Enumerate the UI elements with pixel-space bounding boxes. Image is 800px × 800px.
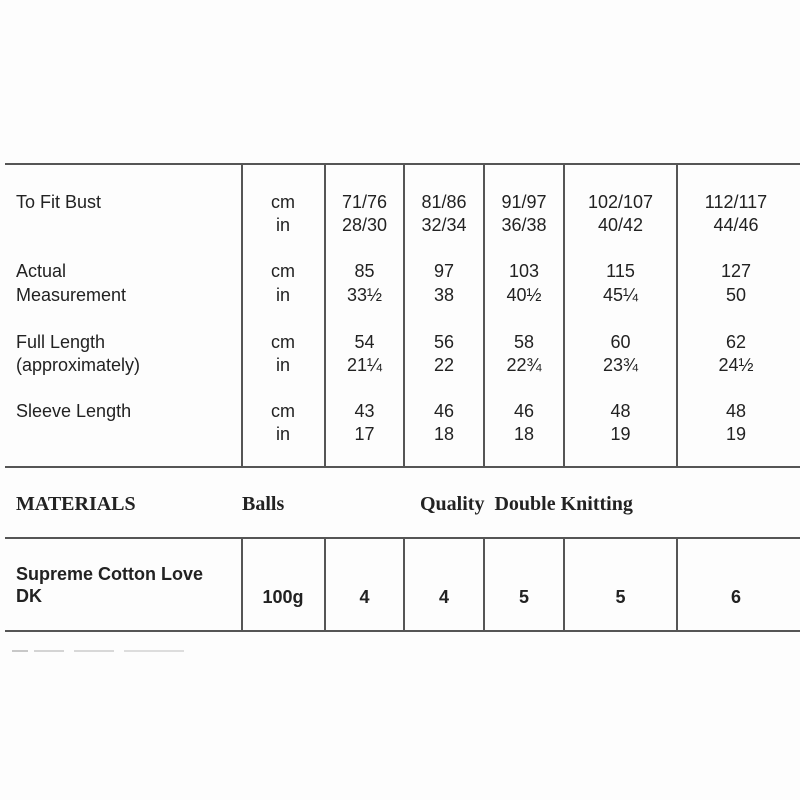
row-label: Measurement [16,285,127,305]
size-in: 36/38 [501,215,547,235]
ball-count: 5 [518,587,529,607]
ball-count: 4 [438,587,449,607]
cropped-text-strokes [12,646,202,654]
balls-heading: Balls [242,493,285,515]
value-cm: 60 [610,332,631,352]
row-label: Full Length [16,332,106,352]
value-in: 21¼ [346,355,383,375]
value-cm: 103 [508,261,540,281]
ball-weight: 100g [262,587,304,607]
size-cm: 71/76 [341,192,388,212]
quality-heading: Quality Double Knitting [420,493,633,515]
unit-in: in [275,215,290,235]
value-cm: 46 [433,401,455,421]
value-in: 23¾ [602,355,639,375]
value-cm: 97 [433,261,455,281]
size-cm: 81/86 [421,192,467,212]
value-in: 22¾ [506,355,542,375]
materials-heading: MATERIALS [16,493,136,515]
value-in: 24½ [718,355,754,375]
cropped-text-remnant [12,646,202,654]
yarn-name: Supreme Cotton Love [16,564,204,584]
value-cm: 56 [433,332,455,352]
value-in: 19 [725,424,747,444]
value-cm: 85 [354,261,375,281]
unit-in: in [275,355,290,375]
value-in: 18 [433,424,455,444]
size-cm: 102/107 [587,192,654,212]
ball-count: 5 [615,587,626,607]
value-cm: 48 [610,401,631,421]
value-in: 38 [433,285,455,305]
value-cm: 62 [725,332,747,352]
size-in: 28/30 [341,215,388,235]
ball-count: 6 [730,587,741,607]
row-label: (approximately) [16,355,141,375]
value-cm: 46 [513,401,535,421]
unit-in: in [275,285,290,305]
value-in: 19 [610,424,631,444]
size-in: 32/34 [421,215,467,235]
size-in: 40/42 [597,215,644,235]
unit-in: in [275,424,290,444]
yarn-name-suffix: DK [16,586,42,606]
value-in: 50 [725,285,747,305]
value-in: 33½ [346,285,383,305]
row-label: Sleeve Length [16,401,132,421]
value-cm: 54 [354,332,375,352]
size-cm: 112/117 [704,192,768,212]
row-label: To Fit Bust [16,192,102,212]
unit-cm: cm [271,332,295,352]
row-label: Actual [16,261,67,281]
size-cm: 91/97 [501,192,547,212]
value-cm: 58 [513,332,535,352]
unit-cm: cm [271,261,295,281]
size-in: 44/46 [713,215,759,235]
value-cm: 43 [354,401,375,421]
unit-cm: cm [271,192,295,212]
value-in: 22 [433,355,455,375]
value-cm: 48 [725,401,747,421]
value-in: 40½ [506,285,542,305]
value-in: 18 [513,424,535,444]
unit-cm: cm [271,401,295,421]
value-in: 45¼ [602,285,639,305]
value-cm: 127 [720,261,752,281]
ball-count: 4 [359,587,370,607]
value-cm: 115 [606,261,635,281]
value-in: 17 [354,424,375,444]
